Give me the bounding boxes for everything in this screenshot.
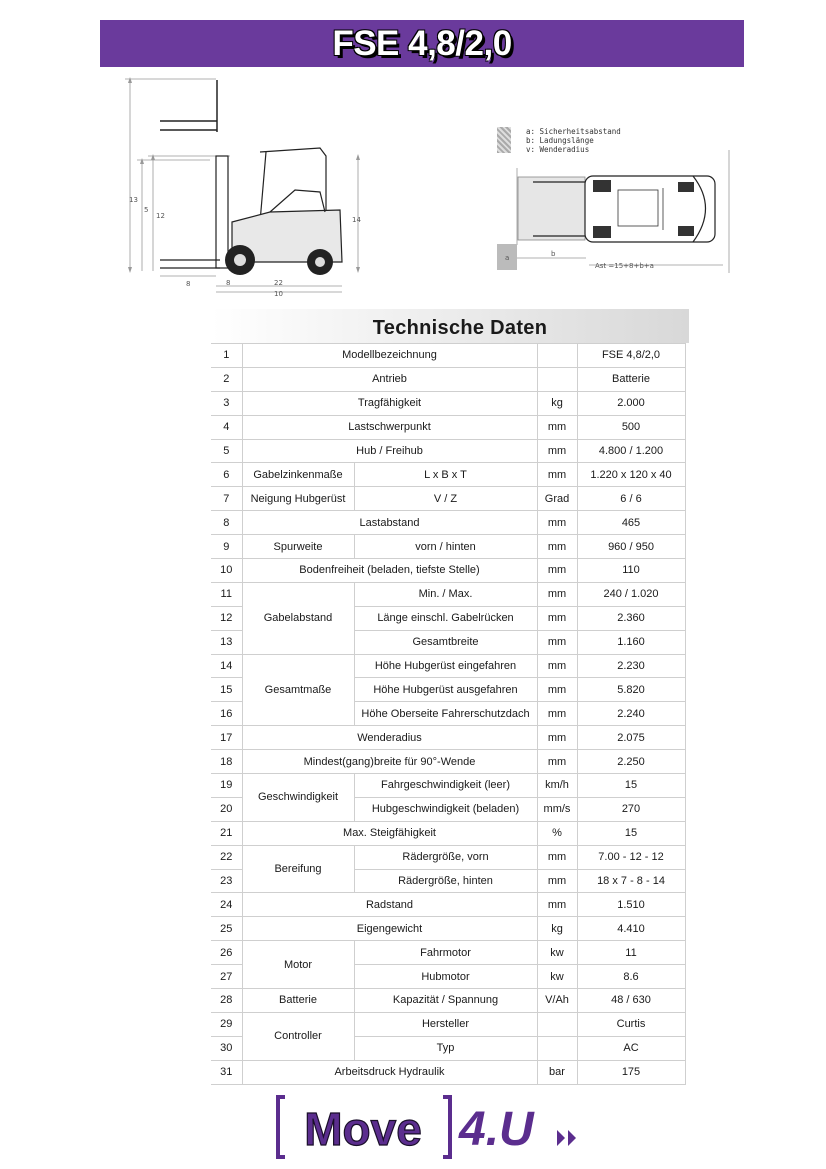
spec-unit [537, 344, 577, 368]
spec-unit: V/Ah [537, 989, 577, 1013]
spec-label: Länge einschl. Gabelrücken [354, 606, 537, 630]
table-row [211, 821, 685, 845]
spec-unit: kg [537, 917, 577, 941]
side-view-drawing [120, 72, 370, 302]
table-row [211, 559, 685, 583]
row-number: 6 [211, 463, 242, 487]
spec-unit: mm [537, 415, 577, 439]
spec-label: vorn / hinten [354, 535, 537, 559]
spec-unit: mm/s [537, 797, 577, 821]
spec-label: Antrieb [242, 367, 537, 391]
dim-8b: 8 [226, 279, 231, 287]
spec-group: Neigung Hubgerüst [242, 487, 354, 511]
row-number: 8 [211, 511, 242, 535]
spec-label: Höhe Hubgerüst ausgefahren [354, 678, 537, 702]
spec-unit: mm [537, 463, 577, 487]
label-b: b [551, 250, 556, 258]
row-number: 13 [211, 630, 242, 654]
table-row [211, 845, 685, 869]
spec-unit [537, 1036, 577, 1060]
spec-value: 5.820 [577, 678, 685, 702]
spec-value: 15 [577, 821, 685, 845]
table-row [211, 1060, 685, 1084]
label-a: a [505, 254, 510, 262]
logo-suffix: 4.U [459, 1103, 534, 1156]
spec-label: Höhe Oberseite Fahrerschutzdach [354, 702, 537, 726]
spec-group: Batterie [242, 989, 354, 1013]
spec-unit: mm [537, 439, 577, 463]
table-row [211, 344, 685, 368]
spec-label: Arbeitsdruck Hydraulik [242, 1060, 537, 1084]
spec-label: Hersteller [354, 1012, 537, 1036]
dim-5: 5 [144, 206, 149, 214]
spec-value: 1.220 x 120 x 40 [577, 463, 685, 487]
spec-value: FSE 4,8/2,0 [577, 344, 685, 368]
spec-value: 1.510 [577, 893, 685, 917]
spec-label: Hub / Freihub [242, 439, 537, 463]
row-number: 29 [211, 1012, 242, 1036]
spec-label: Min. / Max. [354, 582, 537, 606]
spec-value: 175 [577, 1060, 685, 1084]
spec-label: Tragfähigkeit [242, 391, 537, 415]
table-row [211, 917, 685, 941]
spec-value: 240 / 1.020 [577, 582, 685, 606]
dim-12: 12 [156, 212, 165, 220]
model-title: FSE 4,8/2,0 [332, 24, 512, 63]
spec-value: 6 / 6 [577, 487, 685, 511]
legend-a: a: Sicherheitsabstand [526, 127, 621, 136]
spec-unit: Grad [537, 487, 577, 511]
spec-group: Motor [242, 941, 354, 989]
row-number: 2 [211, 367, 242, 391]
dim-8a: 8 [186, 280, 191, 288]
dim-14: 14 [352, 216, 361, 224]
spec-value: 8.6 [577, 965, 685, 989]
spec-unit: kw [537, 965, 577, 989]
legend-b: b: Ladungslänge [526, 136, 594, 145]
spec-label: Wenderadius [242, 726, 537, 750]
spec-unit: kw [537, 941, 577, 965]
table-row [211, 989, 685, 1013]
dim-13: 13 [129, 196, 138, 204]
spec-value: 11 [577, 941, 685, 965]
row-number: 3 [211, 391, 242, 415]
spec-group: Gesamtmaße [242, 654, 354, 726]
chevron-right-icon [557, 1130, 565, 1146]
spec-unit: mm [537, 869, 577, 893]
row-number: 7 [211, 487, 242, 511]
spec-unit: mm [537, 535, 577, 559]
table-row [211, 1012, 685, 1036]
spec-unit: mm [537, 893, 577, 917]
spec-unit [537, 1012, 577, 1036]
row-number: 14 [211, 654, 242, 678]
spec-unit: mm [537, 511, 577, 535]
spec-unit: bar [537, 1060, 577, 1084]
title-banner [100, 20, 744, 67]
row-number: 30 [211, 1036, 242, 1060]
dim-10: 10 [274, 290, 283, 298]
table-row [211, 582, 685, 606]
spec-value: 960 / 950 [577, 535, 685, 559]
spec-label: V / Z [354, 487, 537, 511]
row-number: 18 [211, 750, 242, 774]
row-number: 23 [211, 869, 242, 893]
spec-unit: km/h [537, 774, 577, 798]
spec-unit: mm [537, 582, 577, 606]
spec-unit: % [537, 821, 577, 845]
spec-value: 4.410 [577, 917, 685, 941]
spec-value: 2.360 [577, 606, 685, 630]
spec-value: 48 / 630 [577, 989, 685, 1013]
table-row [211, 487, 685, 511]
spec-value: 7.00 - 12 - 12 [577, 845, 685, 869]
table-row [211, 511, 685, 535]
row-number: 1 [211, 344, 242, 368]
row-number: 27 [211, 965, 242, 989]
table-row [211, 463, 685, 487]
table-row [211, 535, 685, 559]
dim-22: 22 [274, 279, 283, 287]
spec-label: Kapazität / Spannung [354, 989, 537, 1013]
spec-value: 2.250 [577, 750, 685, 774]
move4u-logo [275, 1094, 585, 1160]
row-number: 10 [211, 559, 242, 583]
spec-unit: mm [537, 559, 577, 583]
row-number: 20 [211, 797, 242, 821]
row-number: 28 [211, 989, 242, 1013]
spec-unit: kg [537, 391, 577, 415]
row-number: 12 [211, 606, 242, 630]
spec-value: Batterie [577, 367, 685, 391]
spec-unit [537, 367, 577, 391]
spec-unit: mm [537, 726, 577, 750]
table-row [211, 415, 685, 439]
table-row [211, 750, 685, 774]
table-row [211, 893, 685, 917]
row-number: 5 [211, 439, 242, 463]
spec-unit: mm [537, 845, 577, 869]
spec-value: 2.240 [577, 702, 685, 726]
row-number: 16 [211, 702, 242, 726]
spec-label: Hubgeschwindigkeit (beladen) [354, 797, 537, 821]
spec-label: Modellbezeichnung [242, 344, 537, 368]
table-row [211, 774, 685, 798]
spec-value: 2.075 [577, 726, 685, 750]
spec-value: 4.800 / 1.200 [577, 439, 685, 463]
spec-label: Eigengewicht [242, 917, 537, 941]
legend-v: v: Wenderadius [526, 145, 590, 154]
row-number: 24 [211, 893, 242, 917]
spec-value: 500 [577, 415, 685, 439]
spec-label: Lastabstand [242, 511, 537, 535]
table-row [211, 439, 685, 463]
spec-unit: mm [537, 750, 577, 774]
spec-label: Höhe Hubgerüst eingefahren [354, 654, 537, 678]
spec-group: Bereifung [242, 845, 354, 893]
spec-value: 18 x 7 - 8 - 14 [577, 869, 685, 893]
spec-label: Typ [354, 1036, 537, 1060]
spec-value: 2.000 [577, 391, 685, 415]
row-number: 21 [211, 821, 242, 845]
spec-value: AC [577, 1036, 685, 1060]
spec-value: 2.230 [577, 654, 685, 678]
top-view-drawing [493, 150, 738, 275]
spec-label: Lastschwerpunkt [242, 415, 537, 439]
spec-group: Spurweite [242, 535, 354, 559]
spec-unit: mm [537, 702, 577, 726]
row-number: 25 [211, 917, 242, 941]
spec-label: Radstand [242, 893, 537, 917]
logo-word: Move [304, 1103, 422, 1155]
table-row [211, 391, 685, 415]
spec-label: Fahrmotor [354, 941, 537, 965]
table-row [211, 367, 685, 391]
spec-value: 1.160 [577, 630, 685, 654]
spec-unit: mm [537, 678, 577, 702]
spec-value: 110 [577, 559, 685, 583]
spec-label: Rädergröße, hinten [354, 869, 537, 893]
spec-unit: mm [537, 630, 577, 654]
specs-table [211, 343, 686, 1085]
spec-unit: mm [537, 606, 577, 630]
spec-value: 465 [577, 511, 685, 535]
row-number: 22 [211, 845, 242, 869]
table-row [211, 941, 685, 965]
spec-label: L x B x T [354, 463, 537, 487]
row-number: 19 [211, 774, 242, 798]
label-ast: Ast =15+8+b+a [595, 262, 654, 270]
spec-unit: mm [537, 654, 577, 678]
spec-group: Controller [242, 1012, 354, 1060]
spec-group: Gabelzinkenmaße [242, 463, 354, 487]
spec-group: Gabelabstand [242, 582, 354, 654]
spec-label: Hubmotor [354, 965, 537, 989]
specs-header [211, 309, 689, 343]
row-number: 9 [211, 535, 242, 559]
table-row [211, 654, 685, 678]
spec-label: Rädergröße, vorn [354, 845, 537, 869]
table-row [211, 726, 685, 750]
row-number: 15 [211, 678, 242, 702]
spec-value: 15 [577, 774, 685, 798]
row-number: 17 [211, 726, 242, 750]
row-number: 11 [211, 582, 242, 606]
spec-label: Bodenfreiheit (beladen, tiefste Stelle) [242, 559, 537, 583]
spec-label: Gesamtbreite [354, 630, 537, 654]
spec-value: 270 [577, 797, 685, 821]
specs-title: Technische Daten [372, 317, 548, 339]
spec-group: Geschwindigkeit [242, 774, 354, 822]
row-number: 31 [211, 1060, 242, 1084]
spec-label: Fahrgeschwindigkeit (leer) [354, 774, 537, 798]
chevron-right-icon [568, 1130, 576, 1146]
spec-label: Max. Steigfähigkeit [242, 821, 537, 845]
spec-label: Mindest(gang)breite für 90°-Wende [242, 750, 537, 774]
row-number: 4 [211, 415, 242, 439]
row-number: 26 [211, 941, 242, 965]
spec-value: Curtis [577, 1012, 685, 1036]
